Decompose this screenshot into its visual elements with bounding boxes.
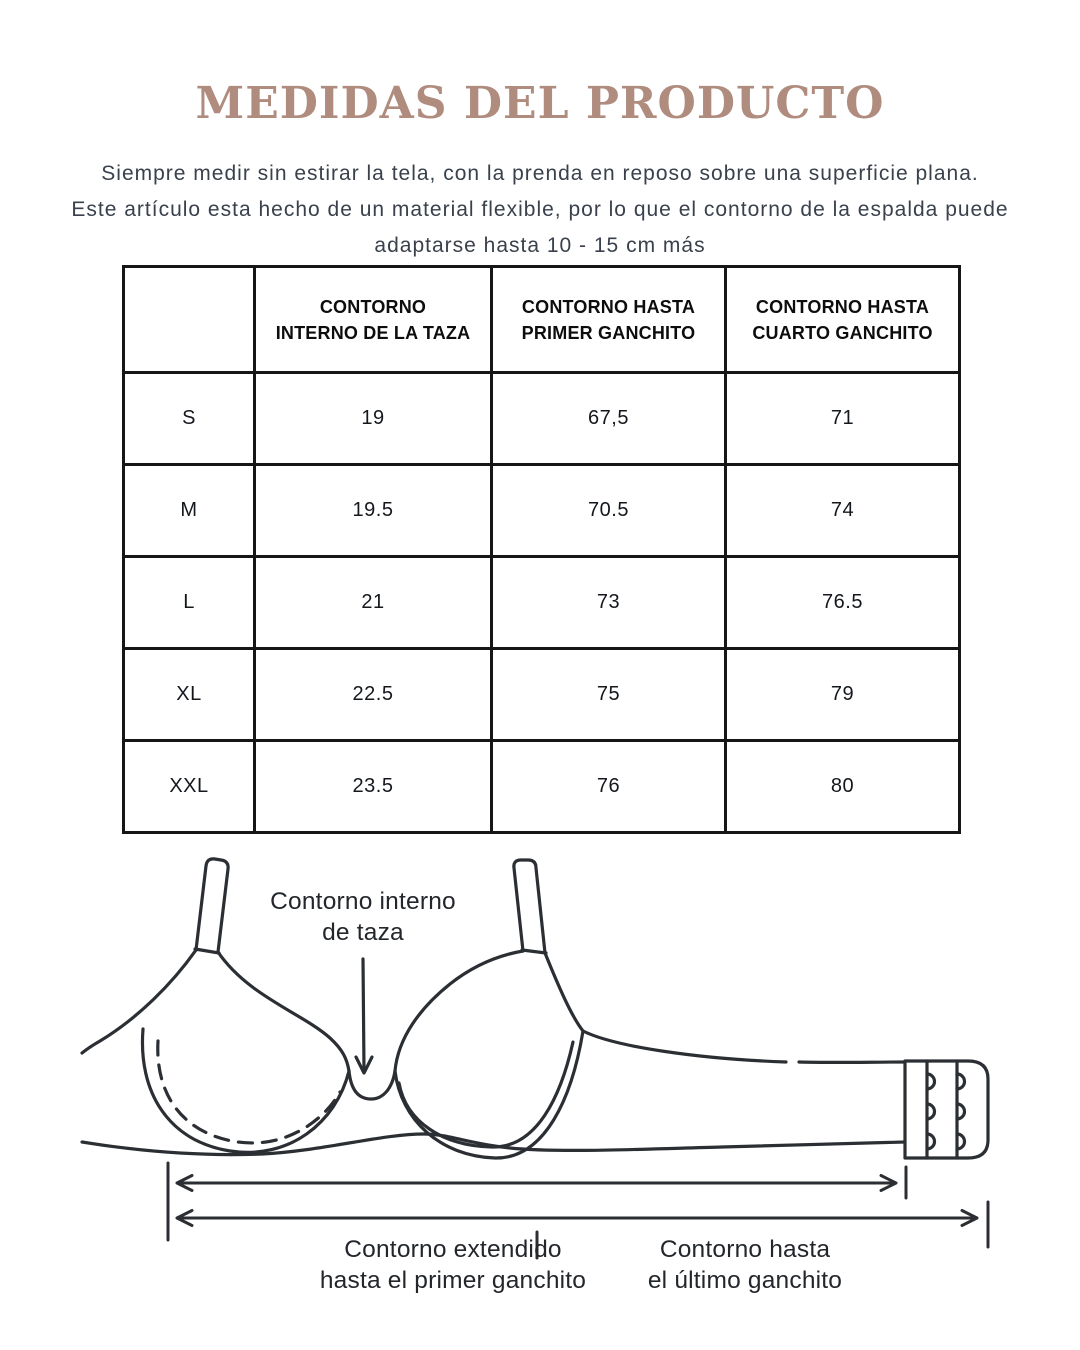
center-gore (349, 1071, 395, 1099)
table-header-row (124, 267, 960, 373)
size-table (122, 265, 961, 834)
measure-arrow-last-hook (177, 1211, 977, 1226)
last-hook-contour-label-line-2: el último ganchito (647, 1267, 843, 1294)
left-strap-seam (195, 949, 219, 953)
intro-line-3: adaptarse hasta 10 - 15 cm más (374, 234, 706, 257)
right-strap-seam (522, 950, 546, 953)
header-line: INTERNO DE LA TAZA (275, 322, 471, 343)
left-cup-underwire (142, 1029, 349, 1152)
last-hook-contour-label-line-1: Contorno hasta (659, 1236, 831, 1263)
first-hook-cell: 73 (492, 557, 726, 649)
intro-line-2: Este artículo esta hecho de un material flexible, por lo que el contorno de la espalda puede (71, 198, 1009, 221)
cup-contour-label (243, 886, 483, 948)
header-line: CONTORNO HASTA (755, 296, 930, 317)
cup-cell: 21 (255, 557, 492, 649)
page-title: MEDIDAS DEL PRODUCTO (195, 78, 885, 129)
size-cell: S (124, 373, 255, 465)
measure-arrow-first-hook (177, 1176, 896, 1191)
header-line: CONTORNO HASTA (521, 296, 696, 317)
left-strap (196, 859, 228, 952)
fourth-hook-cell: 79 (726, 649, 960, 741)
cup-contour-label-line-2: de taza (322, 919, 404, 946)
bra-drawing (82, 859, 988, 1158)
table-row (124, 373, 960, 465)
first-hook-cell: 75 (492, 649, 726, 741)
cup-pointer-line (363, 959, 364, 1070)
fourth-hook-cell: 71 (726, 373, 960, 465)
size-cell: XL (124, 649, 255, 741)
cup-contour-label-line-1: Contorno interno (270, 888, 456, 915)
last-hook-contour-label (595, 1234, 895, 1296)
hook-eyes (927, 1074, 965, 1149)
table-row (124, 465, 960, 557)
fourth-hook-cell: 80 (726, 741, 960, 833)
extended-contour-label (293, 1234, 613, 1296)
cup-cell: 19.5 (255, 465, 492, 557)
fourth-hook-cell: 76.5 (726, 557, 960, 649)
table-row (124, 741, 960, 833)
header-line: PRIMER GANCHITO (521, 322, 696, 343)
table-row (124, 557, 960, 649)
header-size-cell (124, 267, 255, 373)
intro-text (40, 156, 1040, 264)
intro-line-1: Siempre medir sin estirar la tela, con la prenda en reposo sobre una superficie plana. (101, 162, 979, 185)
right-strap (514, 860, 545, 953)
header-line: CONTORNO (319, 296, 427, 317)
size-cell: XXL (124, 741, 255, 833)
right-cup-inner-edge (395, 951, 523, 1071)
extended-contour-label-line-1: Contorno extendido (344, 1236, 562, 1263)
left-cup-inner-edge (218, 952, 349, 1071)
cup-cell: 19 (255, 373, 492, 465)
header-line: CUARTO GANCHITO (752, 322, 933, 343)
header-fourth-hook-cell (726, 267, 960, 373)
cup-cell: 22.5 (255, 649, 492, 741)
first-hook-cell: 76 (492, 741, 726, 833)
first-hook-cell: 67,5 (492, 373, 726, 465)
left-side-seam (82, 950, 196, 1053)
header-first-hook-cell (492, 267, 726, 373)
fourth-hook-cell: 74 (726, 465, 960, 557)
cup-cell: 23.5 (255, 741, 492, 833)
hook-panel (905, 1061, 988, 1158)
bra-measurement-diagram (0, 850, 1080, 1280)
first-hook-cell: 70.5 (492, 465, 726, 557)
size-cell: M (124, 465, 255, 557)
extended-contour-label-line-2: hasta el primer ganchito (319, 1267, 587, 1294)
table-row (124, 649, 960, 741)
header-cup-cell (255, 267, 492, 373)
size-cell: L (124, 557, 255, 649)
